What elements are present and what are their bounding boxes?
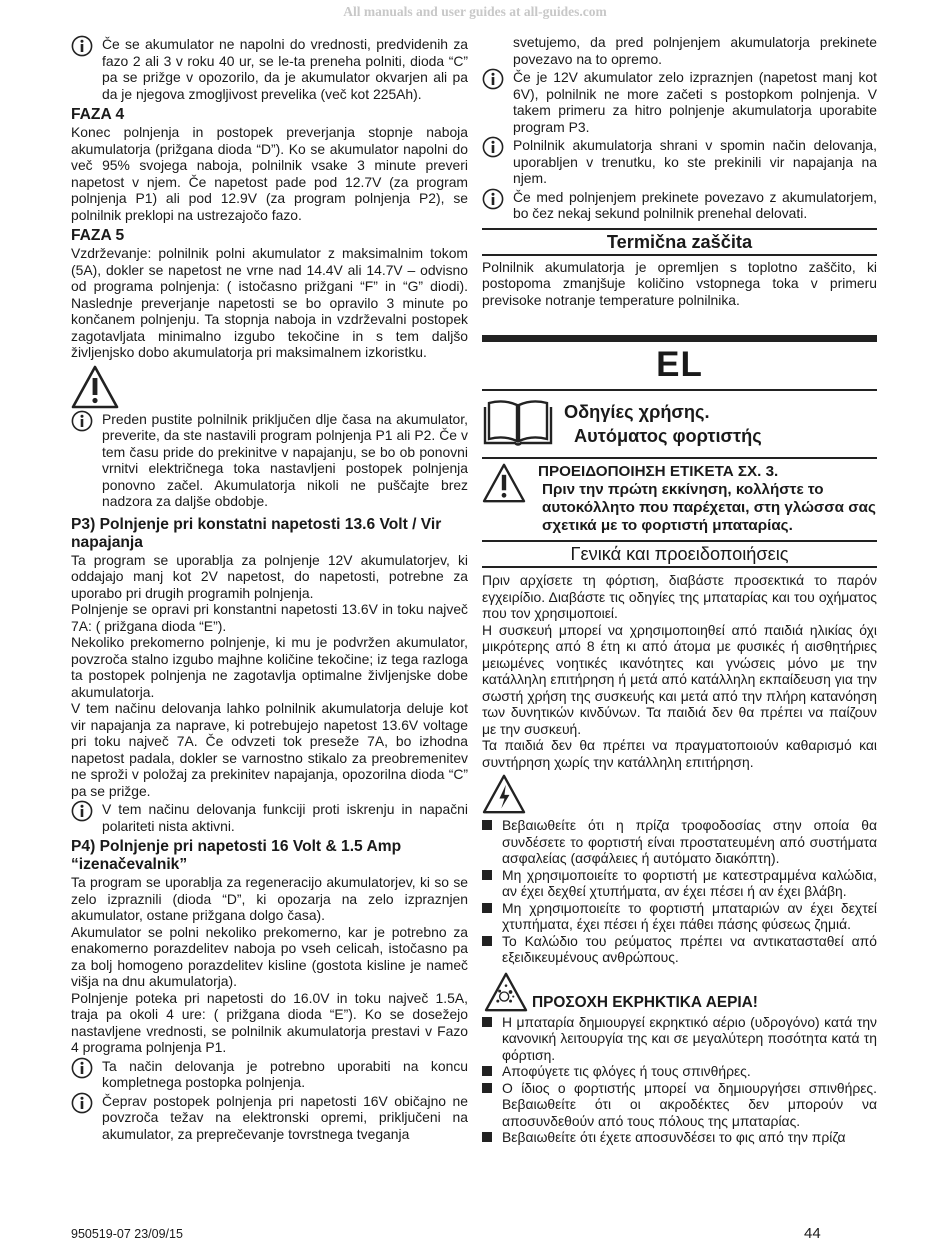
general-text: Πριν αρχίσετε τη φόρτιση, διαβάστε προσεκτικά το παρόν εγχειρίδιο. Διαβάστε τις οδηγίες της μπαταρίας και του οχήματος που τον χρησιμοποιεί. [482, 572, 877, 621]
info-icon [71, 410, 93, 432]
info-icon [71, 35, 93, 57]
thermal-protection-text: Polnilnik akumulatorja je opremljen s toplotno zaščito, ki postopoma zmanjšuje količino vstopnega toka v primeru previsoke notranje temperature polnilnika. [482, 258, 877, 308]
list-item-text: Μη χρησιμοποιείτε το φορτιστή μπαταριών αν έχει δεχτεί χτυπήματα, έχει πέσει ή έχει πάθει πάσης φύσεως ζημιά. [502, 899, 877, 932]
info-text: Preden pustite polnilnik priključen dlje časa na akumulator, preverite, da ste nastavili program polnjenja P1 ali P2. Če v tem času pride do prekinitve v napajanju, se bo ob ponovni vrnitvi električnega toka nastavljeni postopek polnjenja ponovno začel. Akumulatorja nikoli ne puščajte brez nadzora za daljše obdobje. [102, 410, 468, 509]
p3-text: Ta program se uporablja za polnjenje 12V akumulatorjev, ki oddajajo manj kot 2V napetost, do napetosti, potrebne za uporabo pri drugih programih polnjenja. [71, 551, 468, 601]
faza4-title: FAZA 4 [71, 106, 125, 123]
bullet-icon [482, 903, 492, 913]
bullet-icon [482, 820, 492, 830]
list-item-text: Η μπαταρία δημιουργεί εκρηκτικό αέριο (υδρογόνο) κατά την κανονική λειτουργία της και σε μεγαλύτερη ποσότητα κατά τη φόρτιση. [502, 1013, 877, 1063]
general-text: Η συσκευή μπορεί να χρησιμοποιηθεί από παιδιά ηλικίας όχι μικρότερης από 8 έτη κι από άτομα με φυσικές ή αισθητήριες μειωμένες νοητικές ικανότητες και γνώσεις μόνο με την κατάλληλη επιτήρηση ή μετά από κατάλληλη εκπαίδευση για την σωστή χρήση της συσκευής και μετά από την πλήρη κατανόηση των δυνητικών κινδύνων. Τα παιδιά δεν θα πρέπει να παίζουν με την συσκευή. [482, 621, 877, 737]
info-note [482, 69, 877, 135]
list-item-text: Μη χρησιμοποιείτε το φορτιστή με κατεστραμμένα καλώδια, αν έχει δεχθεί χτυπήματα, αν έχει πέσει ή αν έχει βλάβη. [502, 866, 877, 899]
info-note [71, 36, 468, 102]
bullet-icon [482, 1066, 492, 1076]
explosive-gas-icon [482, 972, 530, 1012]
info-icon [71, 1057, 93, 1079]
list-item [482, 1080, 877, 1130]
info-text: Ta način delovanja je potrebno uporabiti na koncu kompletnega postopka polnjenja. [102, 1057, 468, 1090]
page-number: 44 [804, 1225, 821, 1242]
charger-subtitle: Αυτόματος φορτιστής [574, 426, 762, 446]
p4-text: Akumulator se polni nekoliko prekomerno, kar je potrebno za enakomerno porazdelitev naboja po vseh celicah, istočasno pa za bolj homogeno porazdelitev kisline (gostota kisline je nameč višja na dnu akumulatorja). [71, 923, 468, 989]
bullet-icon [482, 1083, 492, 1093]
p3-text: Polnjenje se opravi pri konstantni napetosti 13.6V in toku največ 7A: ( prižgana dioda “E”). [71, 601, 468, 634]
info-icon [482, 68, 504, 90]
list-item [482, 900, 877, 933]
list-item-text: Βεβαιωθείτε ότι η πρίζα τροφοδοσίας στην οποία θα συνδέσετε το φορτιστή είναι προστατευμένη από συστήματα ασφαλείας (ασφάλειες ή αυτόματο διακόπτη). [502, 817, 877, 866]
info-icon [482, 188, 504, 210]
warning-label-text: Πριν την πρώτη εκκίνηση, κολλήστε το αυτοκόλλητο που παρέχεται, στη γλώσσα σας σχετικά με το φορτιστή μπαταρίας. [542, 481, 876, 534]
info-text: Če se akumulator ne napolni do vrednosti, predvidenih za fazo 2 ali 3 v roku 40 ur, se le-ta preneha polniti, dioda “C” pa se prižge v opozorilo, da je akumulator okvarjen ali pa da je njegova zmogljivost prevelika (več kot 225Ah). [102, 36, 468, 102]
info-icon [71, 800, 93, 822]
faza5-title: FAZA 5 [71, 227, 125, 244]
list-item-text: Αποφύγετε τις φλόγες ή τους σπινθήρες. [502, 1063, 751, 1079]
p3-text: Nekoliko prekomerno polnjenje, ki mu je podvržen akumulator, povzroča stalno izgubo majhne količine tekočine; iz tega razloga ta postopek polnjenja ne zagotavlja optimalne življenjske dobe akumulatorja. [71, 634, 468, 700]
p3-text: V tem načinu delovanja lahko polnilnik akumulatorja deluje kot vir napajanja za naprave, ki potrebujejo napetost 13.6V voltage pri toku največ 7A. Če odvzeti tok preseže 7A, bo izhodna napetost padala, dokler se varnostno stikalo za preobremenitev ne sproži v položaj za prekinitev napajanja, opozorilna dioda “C” pa se prižge. [71, 700, 468, 799]
manual-book-icon [482, 399, 554, 449]
right-column [482, 34, 877, 1146]
info-text: Čeprav postopek polnjenja pri napetosti 16V običajno ne povzroča težav na elektronski opremi, priključeni na akumulator, za preprečevanje tovrstnega tveganja [102, 1092, 468, 1142]
list-item [482, 933, 877, 966]
list-item-text: Ο ίδιος ο φορτιστής μπορεί να δημιουργήσει σπινθήρες. Βεβαιωθείτε ότι οι ακροδέκτες δεν μπορούν να αποσυνδεθούν από τους πόλους της μπαταρίας. [502, 1079, 877, 1129]
info-note [482, 189, 877, 222]
info-note [71, 1058, 468, 1091]
explosive-gas-title: ΠΡΟΣΟΧΗ ΕΚΡΗΚΤΙΚΑ ΑΕΡΙΑ! [532, 993, 758, 1011]
language-code: EL [656, 345, 703, 384]
info-icon [71, 1092, 93, 1114]
bullet-icon [482, 870, 492, 880]
info-icon [482, 136, 504, 158]
p4-title: P4) Polnjenje pri napetosti 16 Volt & 1.5 Amp “izenačevalnik” [71, 838, 402, 873]
instructions-title: Οδηγίες χρήσης. [564, 402, 710, 422]
continued-text: svetujemo, da pred polnjenjem akumulatorja prekinete povezavo na to opremo. [513, 34, 877, 67]
p4-text: Polnjenje poteka pri napetosti do 16.0V in toku največ 1.5A, traja pa okoli 4 ure: ( prižgana dioda “E”). Ko se dosežejo nastavljene vrednosti, se polnilnik akumulatorja prestavi v Fazo 4 programa polnjenja P1. [71, 989, 468, 1055]
list-item [482, 1129, 877, 1146]
list-item-text: Το Καλώδιο του ρεύματος πρέπει να αντικατασταθεί από εξειδικευμένους ανθρώπους. [502, 932, 877, 965]
info-text: V tem načinu delovanja funkciji proti iskrenju in napačni polariteti nista aktivni. [102, 801, 468, 834]
info-text: Polnilnik akumulatorja shrani v spomin način delovanja, uporabljen v trenutku, ko ste prekinili vir napajanja na njem. [513, 137, 877, 186]
general-warnings-title: Γενικά και προειδοποιήσεις [482, 540, 877, 568]
list-item-text: Βεβαιωθείτε ότι έχετε αποσυνδέσει το φις από την πρίζα [502, 1129, 846, 1145]
warning-triangle-icon [71, 365, 119, 409]
document-code: 950519-07 23/09/15 [71, 1227, 183, 1241]
bullet-icon [482, 1017, 492, 1027]
electric-hazard-icon [482, 774, 526, 814]
label-warning [482, 463, 877, 535]
instructions-header [482, 399, 877, 449]
list-item [482, 817, 877, 867]
list-item [482, 867, 877, 900]
info-note [71, 1093, 468, 1143]
bullet-icon [482, 936, 492, 946]
faza4-text: Konec polnjenja in postopek preverjanja stopnje naboja akumulatorja (prižgana dioda “D”). Ko se akumulator napolni do več 95% svojega naboja, polnilnik vsake 3 minute preveri napetost v njem. Če napetost pade pod 12.7V (za program polnjenja P1) ali pod 12.9V (za program polnjenja P2), se polnilnik preklopi na ustrezajočo fazo. [71, 124, 468, 223]
info-note [71, 801, 468, 834]
divider [482, 389, 877, 391]
list-item [482, 1063, 877, 1080]
p4-text: Ta program se uporablja za regeneracijo akumulatorjev, ki so se zelo izpraznili (dioda “D”, ki opozarja na zelo izpraznjen akumulator, ostane prižgana dolgo časa). [71, 874, 468, 923]
thermal-protection-title: Termična zaščita [482, 228, 877, 256]
info-text: Če med polnjenjem prekinete povezavo z akumulatorjem, bo čez nekaj sekund polnilnik prenehal delovati. [513, 188, 877, 221]
divider [482, 457, 877, 459]
warning-triangle-icon [482, 463, 526, 503]
bullet-icon [482, 1132, 492, 1142]
left-column [71, 34, 468, 1144]
info-note [482, 137, 877, 187]
faza5-text: Vzdrževanje: polnilnik polni akumulator z maksimalnim tokom (5A), dokler se napetost ne vrne nad 14.4V ali 14.7V – odvisno od programa polnjenja: ( istočasno prižgani “F” in “G” diodi). Naslednje preverjanje napetosti se bo opravilo 3 minute po končanem polnjenju. Ta stopnja naboja in vzdrževalni postopek zagotavljata minimalno izgubo tekočine in s tem daljšo življenjsko dobo akumulatorja pri maksimalnem izkoristku. [71, 245, 468, 360]
explosive-gas-header [482, 972, 877, 1012]
language-band [482, 335, 877, 342]
info-text: Če je 12V akumulator zelo izpraznjen (napetost manj kot 6V), polnilnik ne more začeti s postopkom polnjenja. V takem primeru za hitro polnjenje akumulatorja uporabite program P3. [513, 69, 877, 135]
p3-title: P3) Polnjenje pri konstatni napetosti 13.6 Volt / Vir napajanja [71, 515, 442, 551]
warning-label-title: ΠΡΟΕΙΔΟΠΟΙΗΣΗ ΕΤΙΚΕΤΑ ΣΧ. 3. [538, 463, 779, 480]
general-text: Τα παιδιά δεν θα πρέπει να πραγματοποιούν καθαρισμό και συντήρηση χωρίς την κατάλληλη επιτήρηση. [482, 737, 877, 770]
info-note [71, 411, 468, 510]
list-item [482, 1014, 877, 1064]
watermark: All manuals and user guides at all-guides.com [343, 4, 607, 19]
